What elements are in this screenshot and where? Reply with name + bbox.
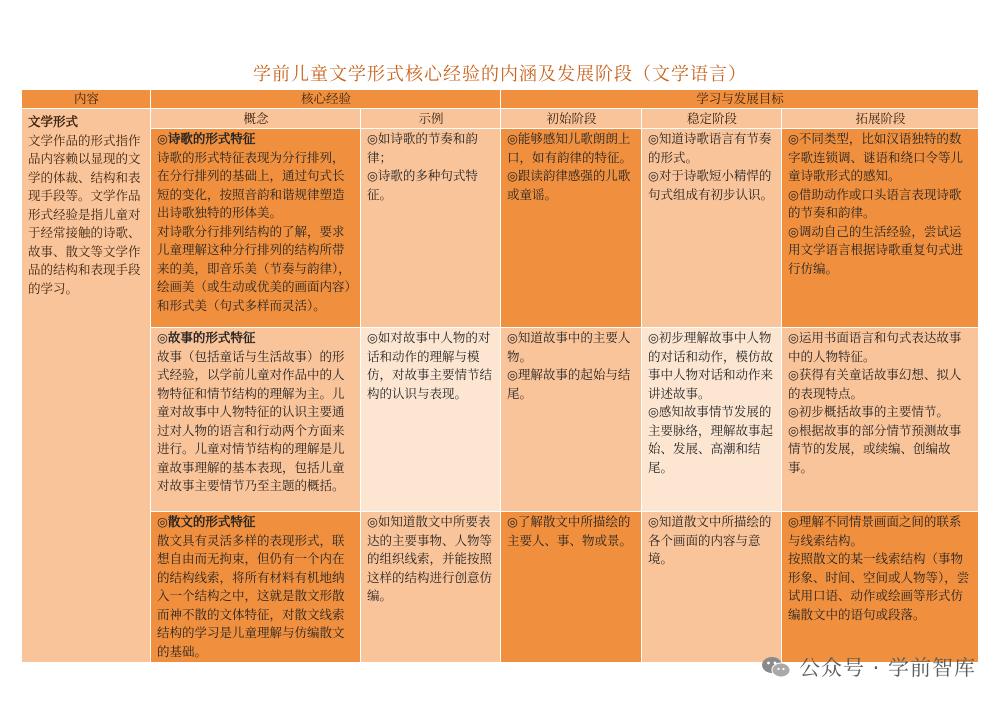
example-cell — [361, 328, 501, 512]
header-example: 示例 — [361, 109, 501, 129]
extended-item: ◎调动自己的生活经验，尝试运用文学语言根据诗歌重复句式进行仿编。 — [788, 223, 964, 276]
header-extended: 拓展阶段 — [782, 109, 979, 129]
concept-title: ◎散文的形式特征 — [157, 514, 256, 529]
header-row-1 — [22, 90, 979, 109]
content-cell — [22, 109, 151, 663]
extended-item: ◎根据故事的部分情节预测故事情节的发展，或续编、创编故事。 — [788, 422, 962, 475]
initial-cell — [501, 328, 642, 512]
watermark — [761, 652, 976, 682]
table-row-prose — [22, 512, 979, 663]
extended-item: ◎获得有关童话故事幻想、拟人的表现特点。 — [788, 367, 962, 401]
table-row-poetry — [22, 129, 979, 328]
table-row-story — [22, 328, 979, 512]
initial-item: ◎知道故事中的主要人物。 — [507, 330, 631, 364]
page-title: 学前儿童文学形式核心经验的内涵及发展阶段（文学语言） — [253, 64, 747, 85]
example-item: ◎诗歌的多种句式特征。 — [367, 168, 478, 202]
concept-para: 诗歌的形式特征表现为分行排列，在分行排列的基础上，通过句式长短的变化，按照音韵和谐规律塑造出诗歌独特的形体美。 — [157, 149, 345, 220]
initial-item: ◎能够感知儿歌朗朗上口，如有韵律的特征。 — [507, 131, 633, 165]
example-cell — [361, 129, 501, 328]
concept-para: 散文具有灵活多样的表现形式，联想自由而无拘束，但仍有一个内在的结构线索，将所有材料有机地纳入一个结构之中，这就是散文形散而神不散的文体特征，对散文线索结构的学习是儿童理解与仿编散文的基础。 — [157, 532, 345, 659]
header-core-experience: 核心经验 — [151, 90, 501, 109]
extended-cell — [782, 328, 979, 512]
extended-item: ◎借助动作或口头语言表现诗歌的节奏和韵律。 — [788, 186, 962, 220]
initial-item: ◎跟读韵律感强的儿歌或童谣。 — [507, 168, 631, 202]
extended-item: ◎运用书面语言和句式表达故事中的人物特征。 — [788, 330, 962, 364]
stable-item: ◎对于诗歌短小精悍的句式组成有初步认识。 — [648, 168, 774, 202]
stable-item: ◎初步理解故事中人物的对话和动作，模仿故事中人物对话和动作来讲述故事。 — [648, 330, 774, 401]
concept-para: 故事（包括童话与生活故事）的形式经验，以学前儿童对作品中的人物特征和情节结构的理解为主。儿童对故事中人物特征的认识主要通过对人物的语言和行动两个方面来进行。儿童对情节结构的理解是儿童故事理解的基本表现，包括儿童对故事主要情节乃至主题的概括。 — [157, 348, 345, 493]
extended-cell — [782, 129, 979, 328]
stable-cell — [642, 129, 782, 328]
extended-item: 按照散文的某一线索结构（事物形象、时间、空间或人物等），尝试用口语、动作或绘画等形式仿编散文中的语句或段落。 — [788, 551, 970, 622]
header-learning-goals: 学习与发展目标 — [501, 90, 979, 109]
content-description: 文学作品的形式指作品内容赖以显现的文学的体裁、结构和表现手段等。文学作品形式经验是指儿童对于经常接触的诗歌、故事、散文等文学作品的结构和表现手段的学习。 — [28, 132, 141, 296]
stable-item: ◎知道诗歌语言有节奏的形式。 — [648, 131, 772, 165]
example-item: ◎如诗歌的节奏和韵律； — [367, 131, 478, 165]
initial-cell — [501, 512, 642, 663]
extended-item: ◎初步概括故事的主要情节。 — [788, 404, 949, 419]
experience-table — [21, 89, 979, 663]
wechat-icon — [761, 655, 791, 679]
concept-cell — [151, 328, 361, 512]
content-label: 文学形式 — [28, 114, 79, 129]
stable-cell — [642, 512, 782, 663]
initial-item: ◎理解故事的起始与结尾。 — [507, 367, 631, 401]
example-item: ◎如对故事中人物的对话和动作的理解与模仿，对故事主要情节结构的认识与表现。 — [367, 330, 493, 401]
header-initial: 初始阶段 — [501, 109, 642, 129]
extended-cell — [782, 512, 979, 663]
header-row-2 — [22, 109, 979, 129]
header-concept: 概念 — [151, 109, 361, 129]
initial-cell — [501, 129, 642, 328]
extended-item: ◎理解不同情景画面之间的联系与线索结构。 — [788, 514, 962, 548]
watermark-text: 公众号 · 学前智库 — [798, 656, 976, 680]
header-content: 内容 — [22, 90, 151, 109]
concept-title: ◎诗歌的形式特征 — [157, 131, 256, 146]
concept-cell — [151, 512, 361, 663]
stable-item: ◎知道散文中所描绘的各个画面的内容与意境。 — [648, 514, 772, 566]
example-cell — [361, 512, 501, 663]
extended-item: ◎不同类型，比如汉语独特的数字歌连锁调、谜语和绕口令等儿童诗歌形式的感知。 — [788, 131, 964, 183]
concept-title: ◎故事的形式特征 — [157, 330, 256, 345]
stable-item: ◎感知故事情节发展的主要脉络，理解故事起始、发展、高潮和结尾。 — [648, 404, 774, 475]
stable-cell — [642, 328, 782, 512]
example-item: ◎如知道散文中所要表达的主要事物、人物等的组织线索，并能按照这样的结构进行创意仿编。 — [367, 514, 493, 603]
concept-para: 对诗歌分行排列结构的了解，要求儿童理解这种分行排列的结构所带来的美，即音乐美（节奏与韵律），绘画美（或生动或优美的画面内容）和形式美（句式多样而灵活）。 — [157, 223, 351, 313]
concept-cell — [151, 129, 361, 328]
header-stable: 稳定阶段 — [642, 109, 782, 129]
initial-item: ◎了解散文中所描绘的主要人、事、物或景。 — [507, 514, 633, 548]
